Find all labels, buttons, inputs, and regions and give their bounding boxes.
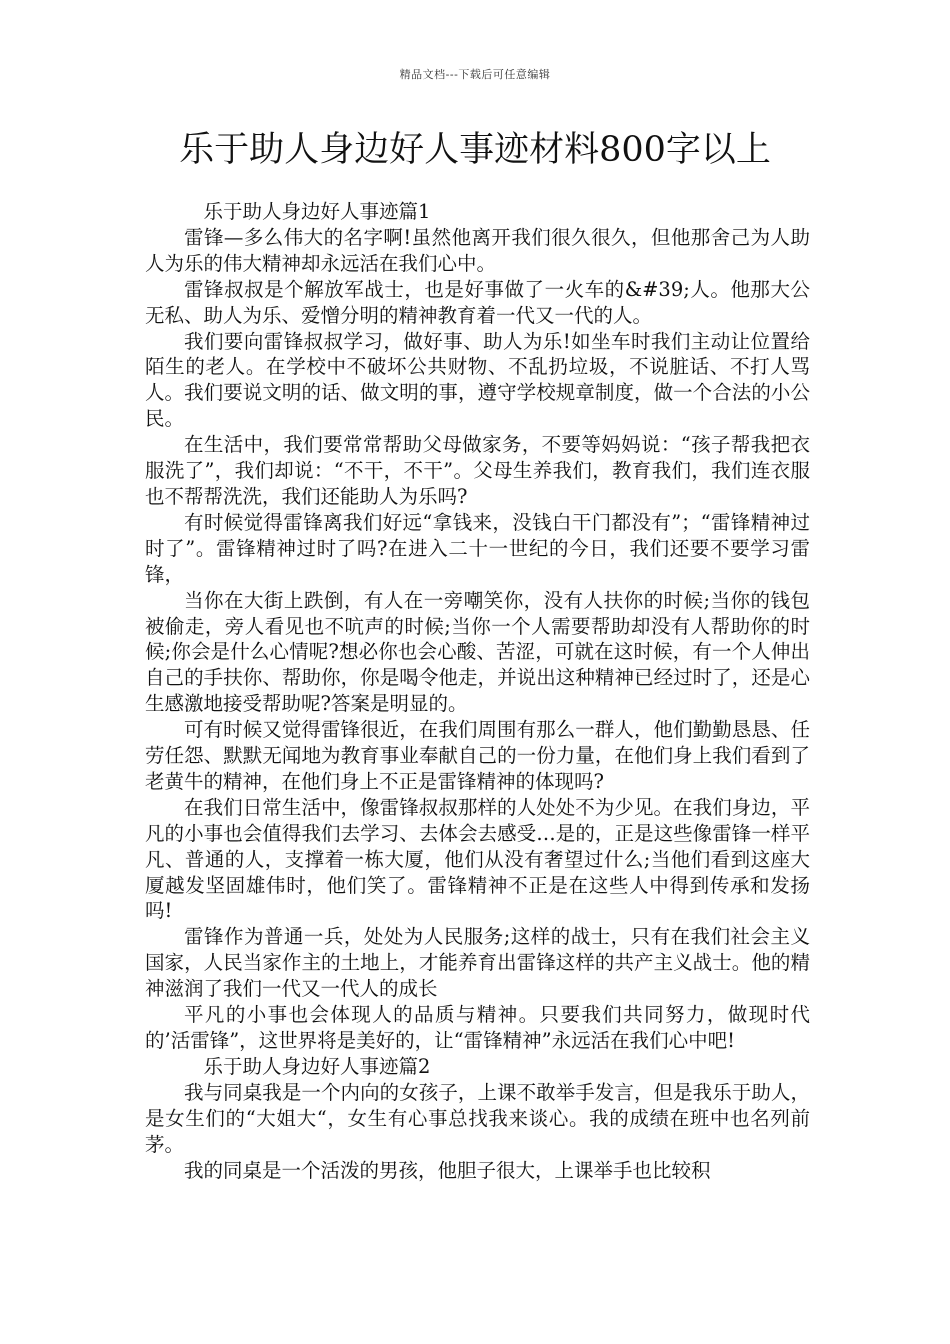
- paragraph: 我们要向雷锋叔叔学习，做好事、助人为乐!如坐车时我们主动让位置给陌生的老人。在学校中不破坏公共财物、不乱扔垃圾，不说脏话、不打人骂人。我们要说文明的话、做文明的事，遵守学校规章制度，做一个合法的小公民。: [145, 329, 810, 431]
- section-heading: 乐于助人身边好人事迹篇2: [203, 1054, 431, 1078]
- paragraph: 雷锋叔叔是个解放军战士，也是好事做了一火车的&#39;人。他那大公无私、助人为乐、爱憎分明的精神教育着一代又一代的人。: [145, 277, 810, 327]
- paragraph: 平凡的小事也会体现人的品质与精神。只要我们共同努力，做现时代的’活雷锋”，这世界将是美好的，让“雷锋精神”永远活在我们心中吧!: [145, 1003, 810, 1052]
- paragraph: 在生活中，我们要常常帮助父母做家务，不要等妈妈说：“孩子帮我把衣服洗了”，我们却说：“不干，不干”。父母生养我们，教育我们，我们连衣服也不帮帮洗洗，我们还能助人为乐吗?: [145, 433, 810, 508]
- paragraph: 有时候觉得雷锋离我们好远“拿钱来，没钱白干门都没有”；“雷锋精神过时了”。雷锋精神过时了吗?在进入二十一世纪的今日，我们还要不要学习雷锋，: [145, 510, 810, 586]
- section-heading: 乐于助人身边好人事迹篇1: [203, 200, 431, 223]
- paragraph: 雷锋作为普通一兵，处处为人民服务;这样的战士，只有在我们社会主义国家，人民当家作主的土地上，才能养育出雷锋这样的共产主义战士。他的精神滋润了我们一代又一代人的成长: [145, 925, 810, 1001]
- paragraph: 当你在大街上跌倒，有人在一旁嘲笑你，没有人扶你的时候;当你的钱包被偷走，旁人看见也不吭声的时候;当你一个人需要帮助却没有人帮助你的时候;你会是什么心情呢?想必你也会心酸、苦涩，可就在这时候，有一个人伸出自己的手扶你、帮助你，你是喝令他走，并说出这种精神已经过时了，还是心生感激地接受帮助呢?答案是明显的。: [145, 588, 810, 716]
- paragraph: 我的同桌是一个活泼的男孩，他胆子很大，上课举手也比较积: [184, 1158, 711, 1182]
- document-title: 乐于助人身边好人事迹材料800字以上: [179, 130, 771, 170]
- paragraph: 我与同桌我是一个内向的女孩子，上课不敢举手发言，但是我乐于助人，是女生们的“大姐大“，女生有心事总找我来谈心。我的成绩在班中也名列前茅。: [145, 1080, 810, 1156]
- document-body: [145, 199, 810, 1183]
- paragraph: 雷锋—多么伟大的名字啊!虽然他离开我们很久很久，但他那舍己为人助人为乐的伟大精神却永远活在我们心中。: [145, 225, 810, 275]
- paragraph: 可有时候又觉得雷锋很近，在我们周围有那么一群人，他们勤勤恳恳、任劳任怨、默默无闻地为教育事业奉献自己的一份力量，在他们身上我们看到了老黄牛的精神，在他们身上不正是雷锋精神的体现吗?: [145, 718, 810, 793]
- paragraph: 在我们日常生活中，像雷锋叔叔那样的人处处不为少见。在我们身边，平凡的小事也会值得我们去学习、去体会去感受…是的，正是这些像雷锋一样平凡、普通的人，支撑着一栋大厦，他们从没有奢望过什么;当他们看到这座大厦越发坚固雄伟时，他们笑了。雷锋精神不正是在这些人中得到传承和发扬吗!: [145, 795, 810, 923]
- header-note: 精品文档---下载后可任意编辑: [399, 68, 551, 81]
